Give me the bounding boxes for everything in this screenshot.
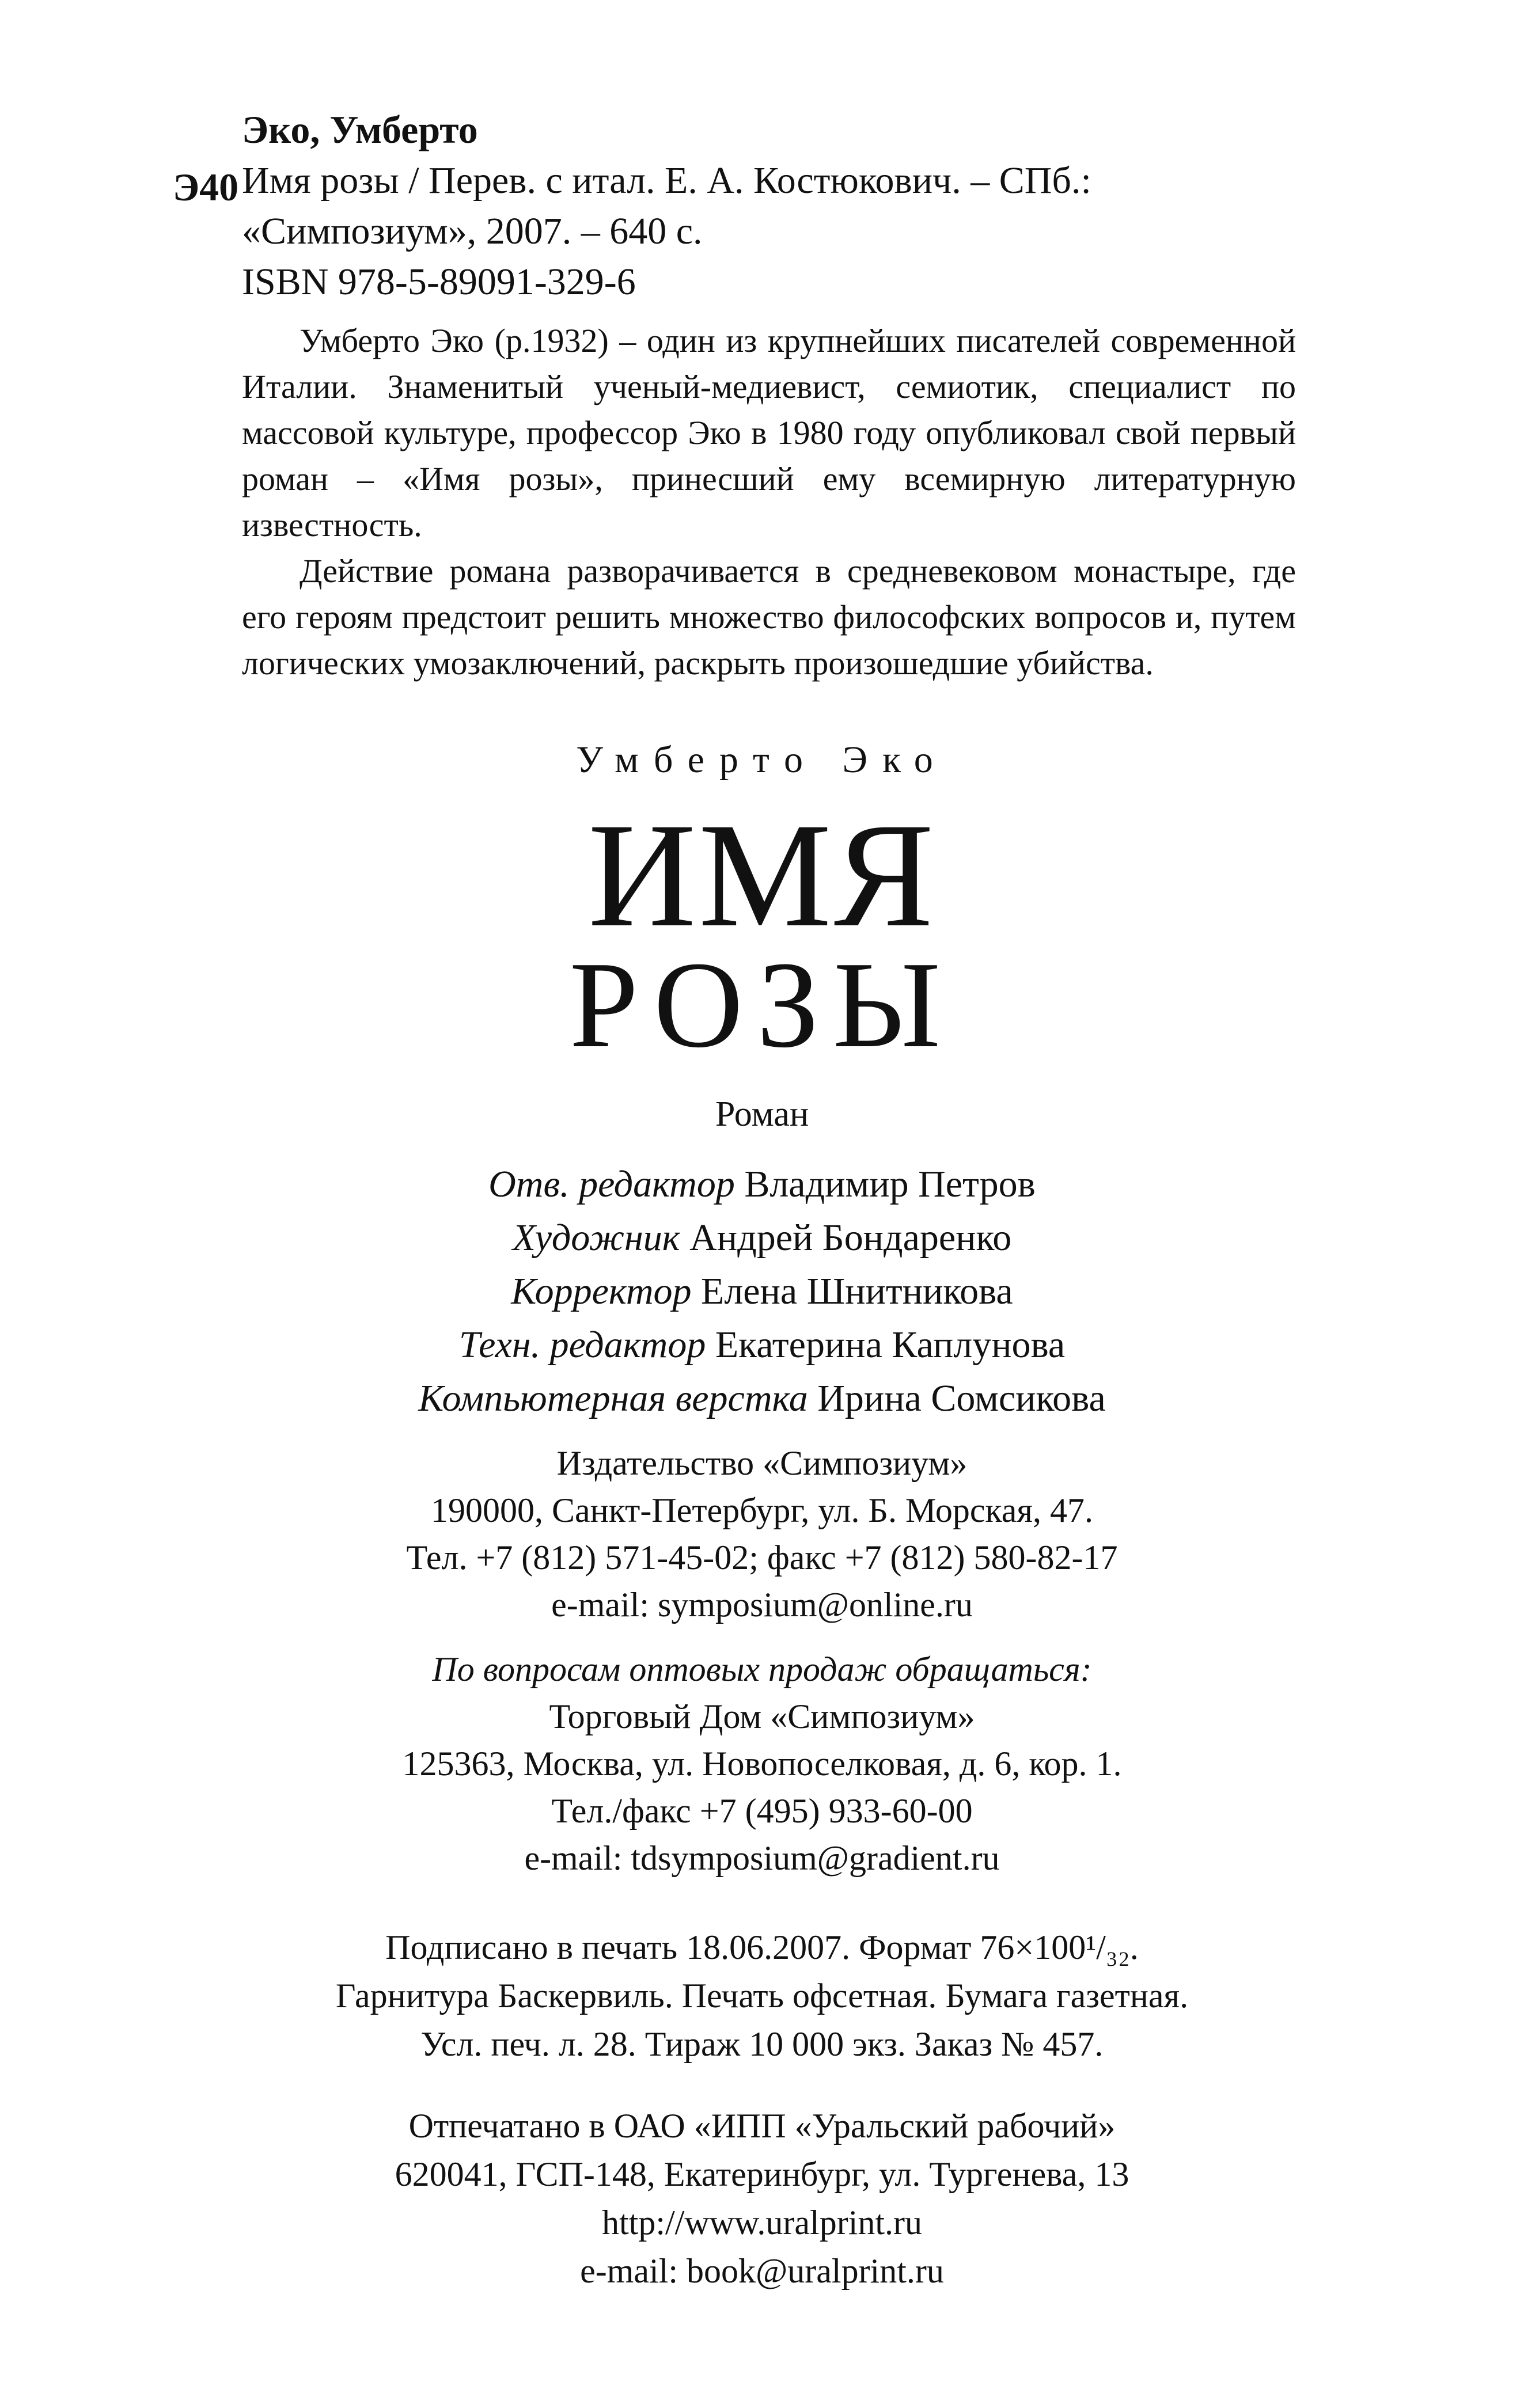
catalog-entry-line1: Имя розы / Перев. с итал. Е. А. Костюкович. – СПб.: <box>242 159 1091 202</box>
imprint-line3: Усл. печ. л. 28. Тираж 10 000 экз. Заказ № 457. <box>420 2025 1104 2063</box>
publisher-email: e-mail: symposium@online.ru <box>551 1586 973 1624</box>
credit-role: Техн. редактор <box>458 1324 706 1366</box>
bibliographic-record <box>173 104 1296 686</box>
wholesale-heading: По вопросам оптовых продаж обращаться: <box>432 1650 1092 1688</box>
printer-email: e-mail: book@uralprint.ru <box>580 2252 944 2290</box>
credit-row <box>0 1157 1524 1211</box>
credit-role: Компьютерная верстка <box>418 1377 808 1419</box>
catalog-author: Эко, Умберто <box>242 108 478 151</box>
catalog-code: Э40 <box>173 165 239 209</box>
title-author: Умберто Эко <box>576 739 948 781</box>
publisher-address: 190000, Санкт-Петербург, ул. Б. Морская, 47. <box>431 1491 1093 1529</box>
annotation-paragraph-1: Умберто Эко (р.1932) – один из крупнейших писателей современной Италии. Знаменитый ученый-медиевист, семиотик, специалист по массовой культуре, профессор Эко в 1980 году опубликовал свой первый роман – «Имя розы», принесший ему всемирную литературную известность. <box>242 322 1296 544</box>
credit-role: Отв. редактор <box>488 1163 735 1205</box>
printer-url: http://www.uralprint.ru <box>601 2204 923 2242</box>
printer-line1: Отпечатано в ОАО «ИПП «Уральский рабочий» <box>408 2107 1116 2145</box>
publisher-block <box>0 1440 1524 1628</box>
wholesale-phone: Тел./факс +7 (495) 933-60-00 <box>551 1792 973 1830</box>
wholesale-block <box>0 1646 1524 1882</box>
credit-role: Корректор <box>511 1270 692 1312</box>
credit-name: Екатерина Каплунова <box>715 1324 1066 1366</box>
publisher-name: Издательство «Симпозиум» <box>556 1444 968 1482</box>
credit-name: Андрей Бондаренко <box>689 1217 1012 1259</box>
annotation-paragraph-2: Действие романа разворачивается в средневековом монастыре, где его героям предстоит решить множество философских вопросов и, путем логических умозаключений, раскрыть произошедшие убийства. <box>242 552 1296 682</box>
wholesale-name: Торговый Дом «Симпозиум» <box>549 1697 975 1735</box>
printer-block <box>0 2102 1524 2295</box>
credit-role: Художник <box>512 1217 680 1259</box>
credit-name: Елена Шнитникова <box>701 1270 1013 1312</box>
book-title-line1: ИМЯ <box>587 792 937 958</box>
imprint-line2: Гарнитура Баскервиль. Печать офсетная. Бумага газетная. <box>335 1977 1189 2015</box>
printer-line2: 620041, ГСП-148, Екатеринбург, ул. Тургенева, 13 <box>395 2155 1129 2193</box>
credit-row <box>0 1372 1524 1425</box>
imprint-block <box>0 1923 1524 2068</box>
credit-name: Владимир Петров <box>744 1163 1036 1205</box>
isbn: ISBN 978-5-89091-329-6 <box>242 261 636 303</box>
credit-row <box>0 1264 1524 1318</box>
book-title-line2: РОЗЫ <box>569 936 955 1073</box>
credit-row <box>0 1318 1524 1372</box>
credits-list <box>0 1157 1524 1425</box>
credit-name: Ирина Сомсикова <box>817 1377 1106 1419</box>
catalog-entry-line2: «Симпозиум», 2007. – 640 с. <box>242 210 703 252</box>
imprint-line1: Подписано в печать 18.06.2007. Формат 76×100¹/₃₂. <box>385 1928 1139 1966</box>
wholesale-address: 125363, Москва, ул. Новопоселковая, д. 6, кор. 1. <box>402 1745 1122 1783</box>
wholesale-email: e-mail: tdsymposium@gradient.ru <box>524 1839 1000 1877</box>
publisher-phones: Тел. +7 (812) 571-45-02; факс +7 (812) 580-82-17 <box>406 1539 1118 1577</box>
genre-label: Роман <box>715 1095 809 1134</box>
credit-row <box>0 1211 1524 1264</box>
